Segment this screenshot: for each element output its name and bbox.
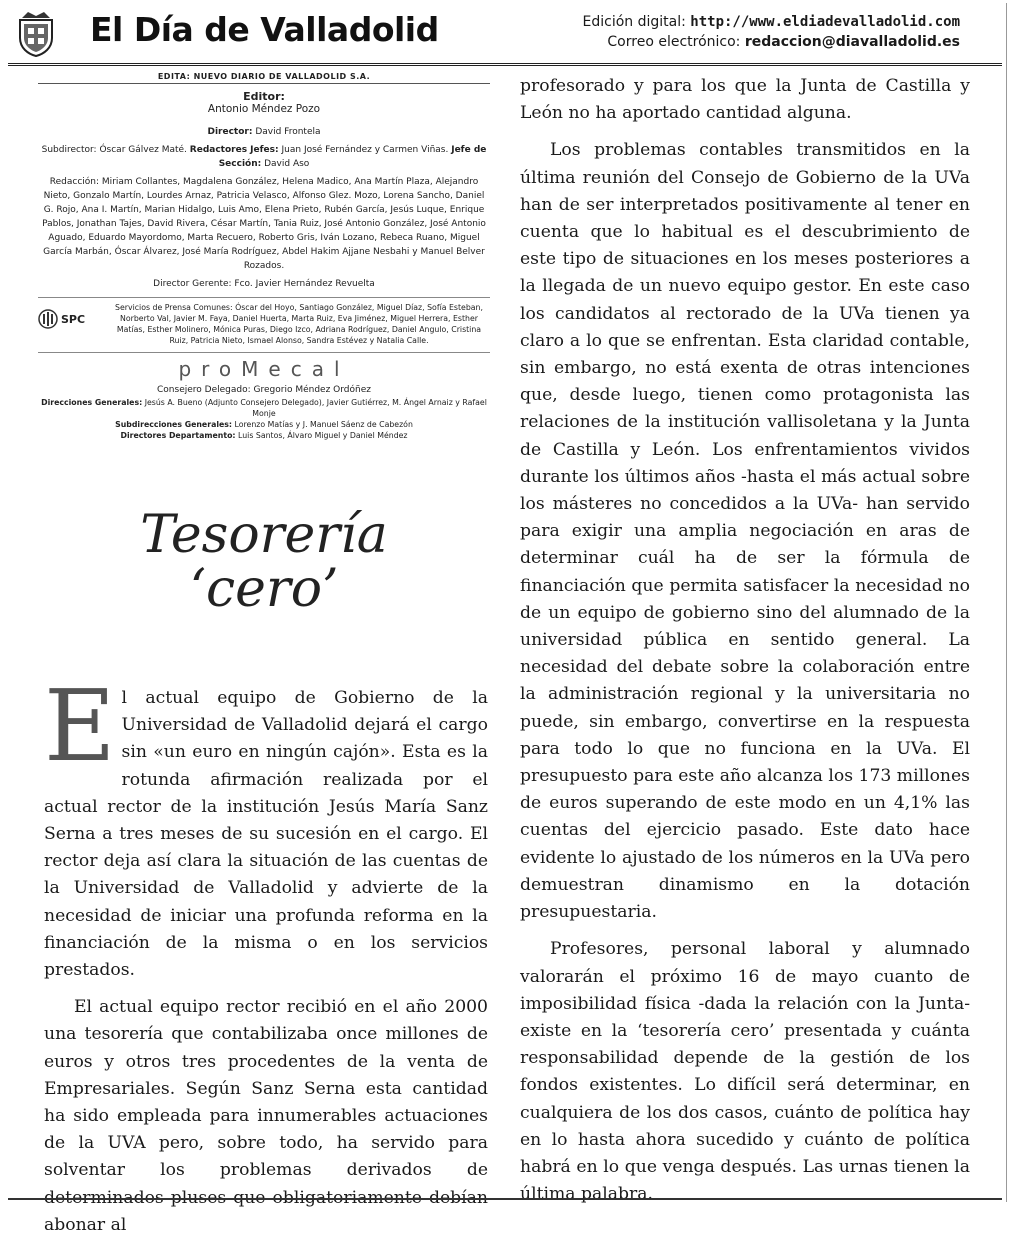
gerente-name: Fco. Javier Hernández Revuelta (234, 279, 375, 289)
redactores-label: Redactores Jefes: (189, 145, 279, 155)
article-paragraph-4: Profesores, personal laboral y alumnado valorarán el próximo 16 de mayo cuanto de imposibilidad física -dada la relación con la Junta- existe en la ‘tesorería cero’ presentada y cuánta responsabilidad depende de la gestión de los fondos existentes. Lo difícil será determinar, en cualquiera de los dos casos, cuánto de política hay en lo hasta ahora sucedido y cuánto de política habrá en lo que venga después. Las urnas tienen la última palabra. (520, 939, 970, 1205)
departamento-names: Luis Santos, Álvaro Miguel y Daniel Méndez (238, 431, 408, 440)
servicios-label: Servicios de Prensa Comunes: (115, 303, 233, 312)
redactores-names: Juan José Fernández y Carmen Viñas. (281, 145, 449, 155)
director-name: David Frontela (255, 127, 321, 137)
publisher-line: EDITA: NUEVO DIARIO DE VALLADOLID S.A. (38, 72, 490, 84)
subdirecciones-names: Lorenzo Matías y J. Manuel Sáenz de Cabezón (234, 420, 413, 429)
article-paragraph-1 (44, 670, 488, 984)
drop-cap: E (44, 670, 116, 784)
departamento-line (38, 430, 490, 441)
servicios-names: Óscar del Hoyo, Santiago González, Miguel Díaz, Sofía Esteban, Norberto Val, Javier M. Faya, Daniel Huerta, Marta Ruiz, Eva Jiménez, Miguel Herrera, Esther Matías, Esther Molinero, Mónica Puras, Diego Izco, Adriana Rodríguez, Daniel Angulo, Cristina Ruiz, Patricia Nieto, Ismael Alonso, Sandra Estévez y Natalia Calle. (116, 303, 483, 345)
newspaper-title: El Día de Valladolid (90, 10, 439, 49)
consejero-label: Consejero Delegado: (157, 385, 251, 395)
staff-divider-2 (38, 352, 490, 353)
subdirector-line (38, 143, 490, 171)
paragraph-1-text: l actual equipo de Gobierno de la Universidad de Valladolid dejará el cargo sin «un euro en ningún cajón». Esta es la rotunda afirmación realizada por el actual rector de la institución Jesús María Sanz Serna a tres meses de su sucesión en el cargo. El rector deja así clara la situación de las cuentas de la Universidad de Valladolid y advierte de la necesidad de iniciar una profunda reforma en la financiación de la misma o en los servicios prestados. (44, 688, 488, 981)
staff-divider (38, 297, 490, 298)
spc-logo (38, 308, 102, 330)
redaccion-names: Miriam Collantes, Magdalena González, Helena Madico, Ana Martín Plaza, Alejandro Nieto, Gonzalo Martín, Lourdes Arnaz, Patricia Velasco, Alfonso Glez. Mozo, Lorena Sancho, Daniel G. Rojo, Ana I. Martín, Marian Hidalgo, Luis Amo, Elena Prieto, Rubén García, Jesús Luque, Enrique Pablos, Jonathan Tajes, David Rivera, César Martín, Tania Ruiz, José Antonio González, José Antonio Aguado, Eduardo Mayordomo, Marta Recuero, Roberto Gris, Iván Lozano, Rebeca Ruano, Miguel García Marbán, Óscar Álvarez, José María Rodríguez, Abdel Hakim Ajjane Nesbahi y Manuel Belver Rozados. (42, 177, 486, 271)
headline-line-2: ‘cero’ (189, 559, 339, 619)
promecal-logo: proMecal (178, 357, 350, 381)
masthead-rule (8, 63, 1002, 66)
spc-block (38, 302, 490, 346)
edition-info (583, 12, 961, 52)
direcciones-names: Jesús A. Bueno (Adjunto Consejero Delegado), Javier Gutiérrez, M. Ángel Arnaiz y Rafael Monje (144, 398, 487, 418)
article-headline (38, 505, 490, 619)
subdirecciones-label: Subdirecciones Generales: (115, 420, 233, 429)
jefe-seccion-label: Jefe de Sección: (218, 145, 487, 169)
article-paragraph-2-continued: profesorado y para los que la Junta de Castilla y León no ha aportado cantidad alguna. (520, 76, 970, 124)
consejero-line (38, 383, 490, 397)
gerente-label: Director Gerente: (153, 279, 232, 289)
headline-line-1: Tesorería (140, 505, 388, 565)
redaccion-line (38, 175, 490, 273)
director-label: Director: (207, 127, 253, 137)
masthead (0, 0, 1010, 64)
direcciones-line (38, 397, 490, 419)
edition-url-link[interactable]: http://www.eldiadevalladolid.com (690, 14, 960, 30)
direcciones-label: Direcciones Generales: (41, 398, 143, 407)
spc-logo-text: SPC (61, 312, 86, 326)
director-line (38, 125, 490, 139)
departamento-label: Directores Departamento: (120, 431, 236, 440)
bottom-rule (8, 1198, 1002, 1200)
article-column-1 (44, 670, 488, 1235)
gerente-line (38, 277, 490, 291)
editor-name: Antonio Méndez Pozo (207, 103, 321, 115)
redaccion-label: Redacción: (49, 177, 100, 187)
article-paragraph-2: El actual equipo rector recibió en el año 2000 una tesorería que contabilizaba once millones de euros y otros tres procedentes de la venta de Empresariales. Según Sanz Serna esta cantidad ha sido empleada para innumerables actuaciones de la UVA pero, sobre todo, ha servido para solventar los problemas derivados de determinados pluses que obligatoriamente debían abonar al (44, 997, 488, 1235)
edition-label: Edición digital: (582, 14, 686, 30)
jefe-seccion-name: David Aso (264, 159, 310, 169)
email-link[interactable]: redaccion@diavalladolid.es (744, 34, 960, 50)
staff-box (38, 72, 490, 487)
email-label: Correo electrónico: (607, 34, 741, 50)
subdirector-name: Óscar Gálvez Maté. (99, 145, 187, 155)
consejero-name: Gregorio Méndez Ordóñez (253, 385, 371, 395)
editor-label: Editor: (243, 90, 285, 103)
spc-logo-icon (38, 308, 58, 330)
article-paragraph-3: Los problemas contables transmitidos en la última reunión del Consejo de Gobierno de la UVa han de ser interpretados positivamente al tener en cuenta que lo habitual es el descubrimiento de este tipo de situaciones en los meses posteriores a la llegada de un nuevo equipo gestor. En este caso los candidatos al rectorado de la UVa tienen ya claro a lo que se enfrentan. Esta claridad contable, sin embargo, no está exenta de otras intenciones que, desde luego, tienen como protagonista las relaciones de la institución vallisoletana y la Junta de Castilla y León. Los enfrentamientos vividos durante los últimos años -hasta el más actual sobre los másteres no concedidos a la UVa- han servido para exigir una amplia negociación en aras de determinar cuál ha de ser la fórmula de financiación que permita satisfacer la necesidad no de un equipo de gobierno sino del alumnado de la universidad pública en sentido general. La necesidad del debate sobre la colaboración entre la administración regional y la universitaria no puede, sin embargo, convertirse en la respuesta para todo lo que no funciona en la UVa. El presupuesto para este año alcanza los 173 millones de euros superando de este modo en un 4,1% las cuentas del ejercicio pasado. Este dato hace evidente lo ajustado de los números en la UVa pero demuestran dinamismo en la dotación presupuestaria. (520, 140, 970, 923)
servicios-line (108, 302, 490, 346)
city-crest-icon (14, 8, 58, 58)
subdirector-label: Subdirector: (41, 145, 97, 155)
subdirecciones-line (38, 419, 490, 430)
article-column-2 (520, 73, 970, 1205)
